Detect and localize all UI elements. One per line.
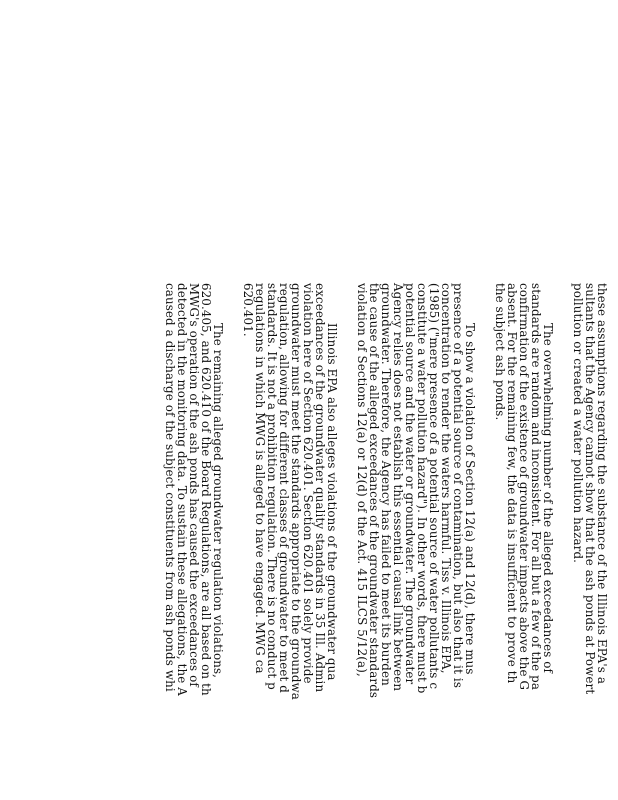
text-line: violation here of Section 620.401. Section 620.401 solely provide: [301, 283, 315, 684]
text-line: To show a violation of Section 12(a) and 12(d), there mus: [463, 323, 477, 675]
text-line: these assumptions regarding the substance of the Illinois EPA's a: [595, 283, 609, 685]
text-line: standards. It is not a prohibition regulation. There is no conduct p: [265, 283, 279, 690]
text-line: The overwhelming number of the alleged exceedances of: [541, 323, 555, 674]
text-line: absent. For the remaining few, the data is insufficient to prove th: [505, 283, 519, 684]
text-line: MWG's operation of the ash ponds has caused the exceedances of: [187, 283, 201, 687]
text-line: caused a discharge of the subject constituents from ash ponds whi: [163, 283, 177, 692]
text-line: Illinois EPA also alleges violations of the groundwater qua: [325, 323, 339, 681]
text-line: exceedances of the groundwater quality standards in 35 Ill. Admin: [313, 283, 327, 693]
text-line: groundwater must meet the standards appropriate to the groundwa: [289, 283, 303, 700]
text-line: Agency relies does not establish this essential causal link between: [391, 283, 405, 692]
text-line: confirmation of the existence of groundwater impacts above the G: [517, 283, 531, 691]
text-line: violation of Sections 12(a) or 12(d) of the Act. 415 ILCS 5/12(a),: [355, 283, 369, 677]
text-line: sultants that the Agency cannot show that the ash ponds at Powert: [583, 283, 597, 695]
text-line: detected in the monitoring data. To sustain these allegations, the A: [175, 283, 189, 696]
text-line: the cause of the alleged exceedances of the groundwater standards: [367, 283, 381, 699]
text-line: regulation, allowing for different classes of groundwater to meet d: [277, 283, 291, 693]
text-line: constitute a water pollution hazard"). In other words, there must b: [415, 283, 429, 694]
text-line: standards are random and inconsistent. For all but a few of the pa: [529, 283, 543, 691]
text-line: concentration to render the waters harmful. Tiss v. Illinois EPA,: [439, 283, 453, 674]
text-line: groundwater. Therefore, the Agency has failed to meet its burden: [379, 283, 393, 686]
text-line: The remaining alleged groundwater regulation violations,: [211, 323, 225, 679]
text-line: regulations in which MWG is alleged to have engaged. MWG ca: [253, 283, 267, 674]
text-line: (1985) ("mere presence of a potential source of water pollutants c: [427, 283, 441, 690]
text-line: 620.401.: [241, 283, 255, 337]
text-line: presence of a potential source of contamination, but also that it is: [451, 283, 465, 689]
text-line: the subject ash ponds.: [493, 283, 507, 421]
text-line: pollution or created a water pollution hazard.: [571, 283, 585, 564]
text-line: potential source and the water or groundwater. The groundwater: [403, 283, 417, 685]
text-line: 620.405, and 620.410 of the Board Regulations, are all based on th: [199, 283, 213, 696]
